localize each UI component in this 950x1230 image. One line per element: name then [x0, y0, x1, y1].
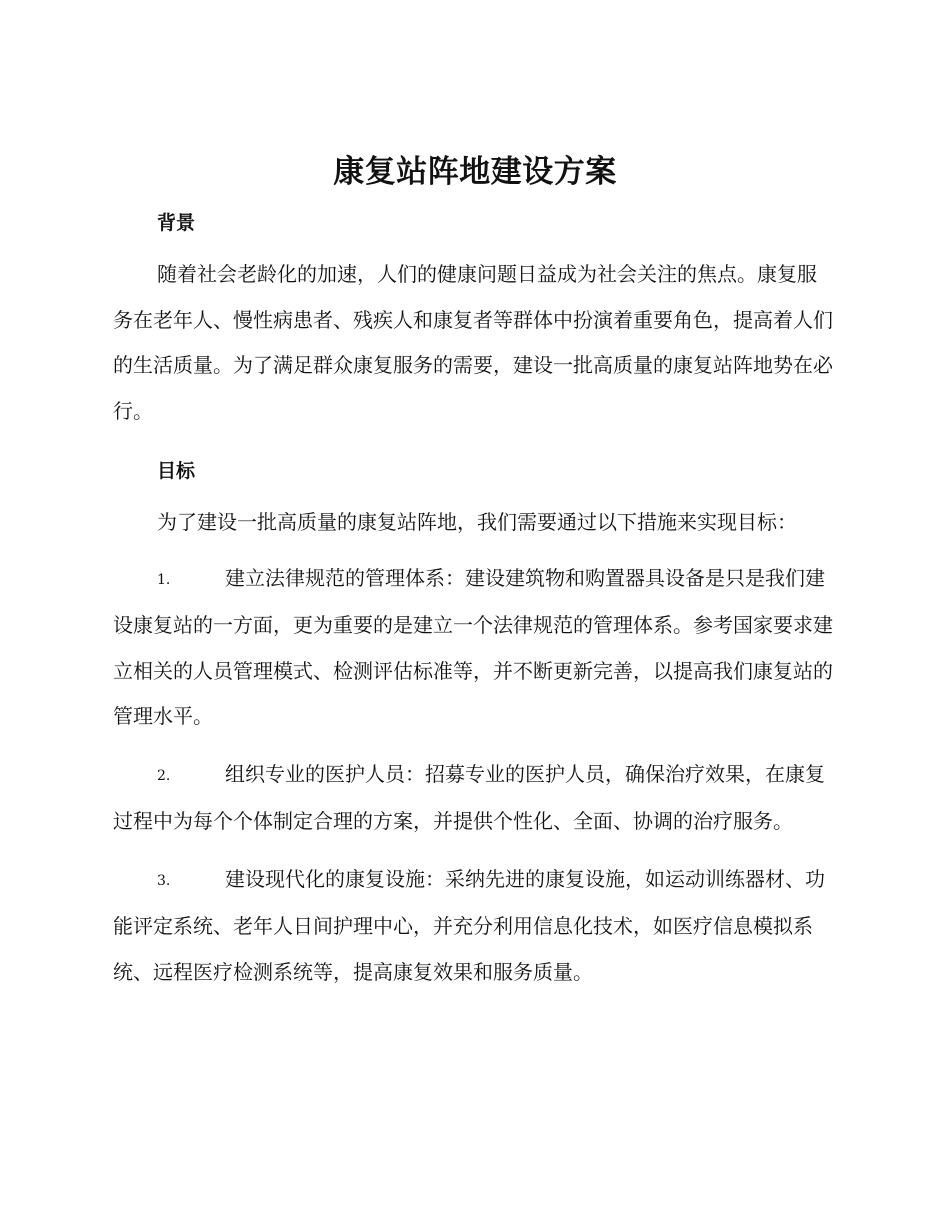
list-item — [113, 556, 833, 740]
page-title: 康复站阵地建设方案 — [333, 154, 617, 190]
document-body — [113, 200, 833, 995]
list-item-number: 2. — [157, 767, 171, 784]
list-item-text: 建立法律规范的管理体系：建设建筑物和购置器具设备是只是我们建设康复站的一方面，更为重要的是建立一个法律规范的管理体系。参考国家要求建立相关的人员管理模式、检测评估标准等，并不断更新完善，以提高我们康复站的管理水平。 — [113, 565, 833, 728]
list-item-number: 3. — [157, 872, 171, 889]
section-heading-background: 背景 — [157, 212, 196, 234]
section-heading-goals: 目标 — [157, 460, 196, 482]
list-item-text: 建设现代化的康复设施：采纳先进的康复设施，如运动训练器材、功能评定系统、老年人日间护理中心，并充分利用信息化技术，如医疗信息模拟系统、远程医疗检测系统等，提高康复效果和服务质量。 — [113, 866, 825, 984]
list-item-text: 组织专业的医护人员：招募专业的医护人员，确保治疗效果，在康复过程中为每个个体制定合理的方案，并提供个性化、全面、协调的治疗服务。 — [113, 761, 825, 833]
list-item-number: 1. — [157, 571, 171, 588]
background-paragraph: 随着社会老龄化的加速，人们的健康问题日益成为社会关注的焦点。康复服务在老年人、慢性病患者、残疾人和康复者等群体中扮演着重要角色，提高着人们的生活质量。为了满足群众康复服务的需要，建设一批高质量的康复站阵地势在必行。 — [113, 262, 833, 423]
goals-intro-paragraph: 为了建设一批高质量的康复站阵地，我们需要通过以下措施来实现目标： — [157, 510, 797, 534]
list-item — [113, 752, 833, 845]
list-item — [113, 857, 833, 996]
